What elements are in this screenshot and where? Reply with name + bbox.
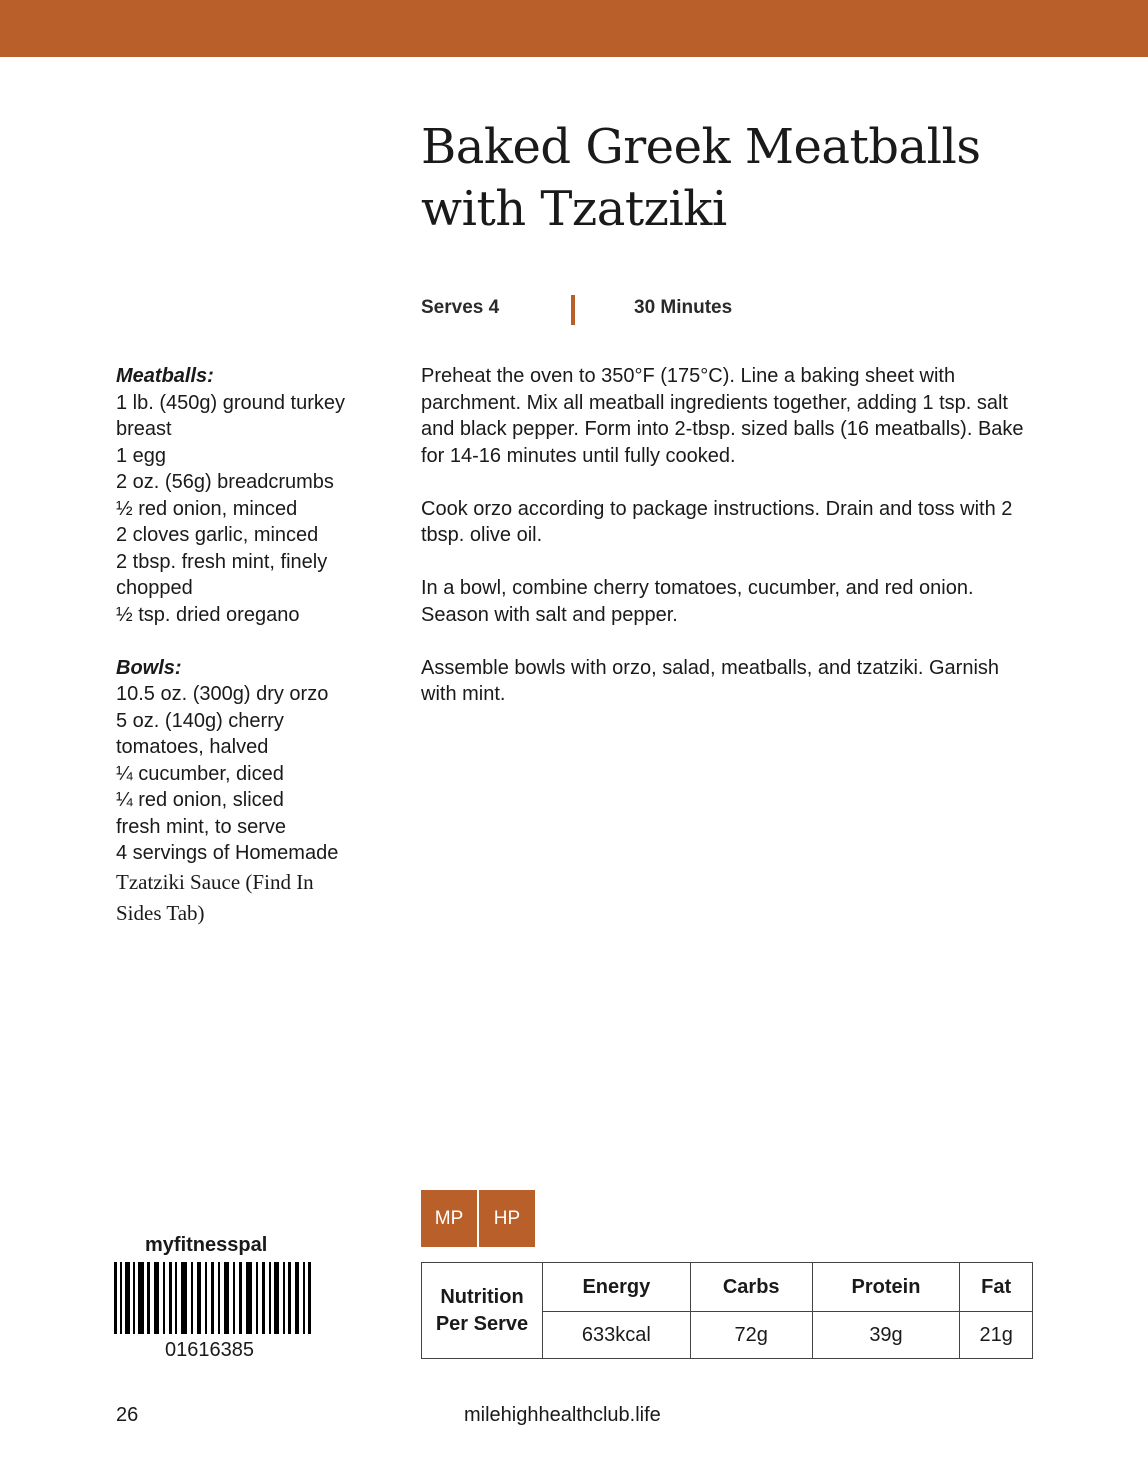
ingredient-line: ½ red onion, minced bbox=[116, 497, 298, 520]
ingredient-group-heading: Bowls: bbox=[116, 656, 182, 679]
carbs-value: 72g bbox=[690, 1312, 812, 1359]
ingredient-line: Tzatziki Sauce (Find In bbox=[116, 869, 314, 894]
method-step: Assemble bowls with orzo, salad, meatballs, and tzatziki. Garnish with mint. bbox=[421, 656, 1000, 705]
top-accent-bar bbox=[0, 0, 1148, 57]
ingredient-line: ¼ red onion, sliced bbox=[116, 789, 284, 811]
barcode-number: 01616385 bbox=[165, 1339, 254, 1361]
method-step: Preheat the oven to 350°F (175°C). Line a baking sheet with parchment. Mix all meatball ingredients together, adding 1 tsp. salt and black pepper. Form into 2-tbsp. sized balls (16 meatballs). Bake for 14-16 minutes until fully cooked. bbox=[421, 365, 1024, 467]
ingredient-line: 1 lb. (450g) ground turkey bbox=[116, 391, 346, 414]
energy-header: Energy bbox=[543, 1263, 691, 1312]
nutrition-label bbox=[422, 1263, 543, 1359]
method-step: In a bowl, combine cherry tomatoes, cucumber, and red onion. Season with salt and pepper. bbox=[421, 577, 974, 626]
myfitnesspal-label: myfitnesspal bbox=[145, 1234, 268, 1256]
ingredient-line: tomatoes, halved bbox=[116, 736, 269, 758]
ingredient-line: 4 servings of Homemade bbox=[116, 842, 339, 864]
serves-label: Serves 4 bbox=[421, 297, 500, 318]
time-label: 30 Minutes bbox=[634, 297, 733, 318]
ingredient-line: 5 oz. (140g) cherry bbox=[116, 709, 284, 732]
tab-hp[interactable]: HP bbox=[479, 1190, 535, 1247]
site-url: milehighhealthclub.life bbox=[464, 1404, 661, 1426]
ingredient-line: ¼ cucumber, diced bbox=[116, 762, 284, 785]
ingredients-list bbox=[116, 363, 386, 929]
recipe-title: Baked Greek Meatballs with Tzatziki bbox=[421, 119, 981, 237]
nutrition-header-row bbox=[422, 1263, 1033, 1312]
fat-header: Fat bbox=[960, 1263, 1033, 1312]
protein-header: Protein bbox=[812, 1263, 960, 1312]
nutrition-table bbox=[421, 1262, 1033, 1359]
ingredient-line: chopped bbox=[116, 577, 193, 599]
method-step: Cook orzo according to package instructions. Drain and toss with 2 tbsp. olive oil. bbox=[421, 497, 1013, 546]
nutrition-label-line: Nutrition bbox=[440, 1285, 524, 1308]
fat-value: 21g bbox=[960, 1312, 1033, 1359]
ingredient-line: 2 tbsp. fresh mint, finely bbox=[116, 550, 328, 573]
ingredient-line: 1 egg bbox=[116, 444, 167, 467]
barcode-image bbox=[114, 1262, 314, 1334]
ingredient-line: breast bbox=[116, 418, 172, 440]
ingredient-line: Sides Tab) bbox=[116, 900, 205, 925]
method-steps bbox=[421, 363, 1036, 734]
nutrition-label-line: Per Serve bbox=[435, 1312, 529, 1335]
ingredient-line: fresh mint, to serve bbox=[116, 815, 287, 838]
carbs-header: Carbs bbox=[690, 1263, 812, 1312]
tab-mp[interactable]: MP bbox=[421, 1190, 477, 1247]
meta-divider bbox=[571, 295, 575, 325]
ingredient-group-heading: Meatballs: bbox=[116, 365, 214, 387]
ingredient-line: ½ tsp. dried oregano bbox=[116, 603, 300, 626]
ingredient-line: 2 cloves garlic, minced bbox=[116, 524, 319, 546]
ingredient-spacer bbox=[116, 628, 386, 655]
page-number: 26 bbox=[116, 1404, 139, 1426]
energy-value: 633kcal bbox=[543, 1312, 691, 1359]
ingredient-line: 2 oz. (56g) breadcrumbs bbox=[116, 471, 334, 493]
protein-value: 39g bbox=[812, 1312, 960, 1359]
ingredient-line: 10.5 oz. (300g) dry orzo bbox=[116, 683, 329, 705]
